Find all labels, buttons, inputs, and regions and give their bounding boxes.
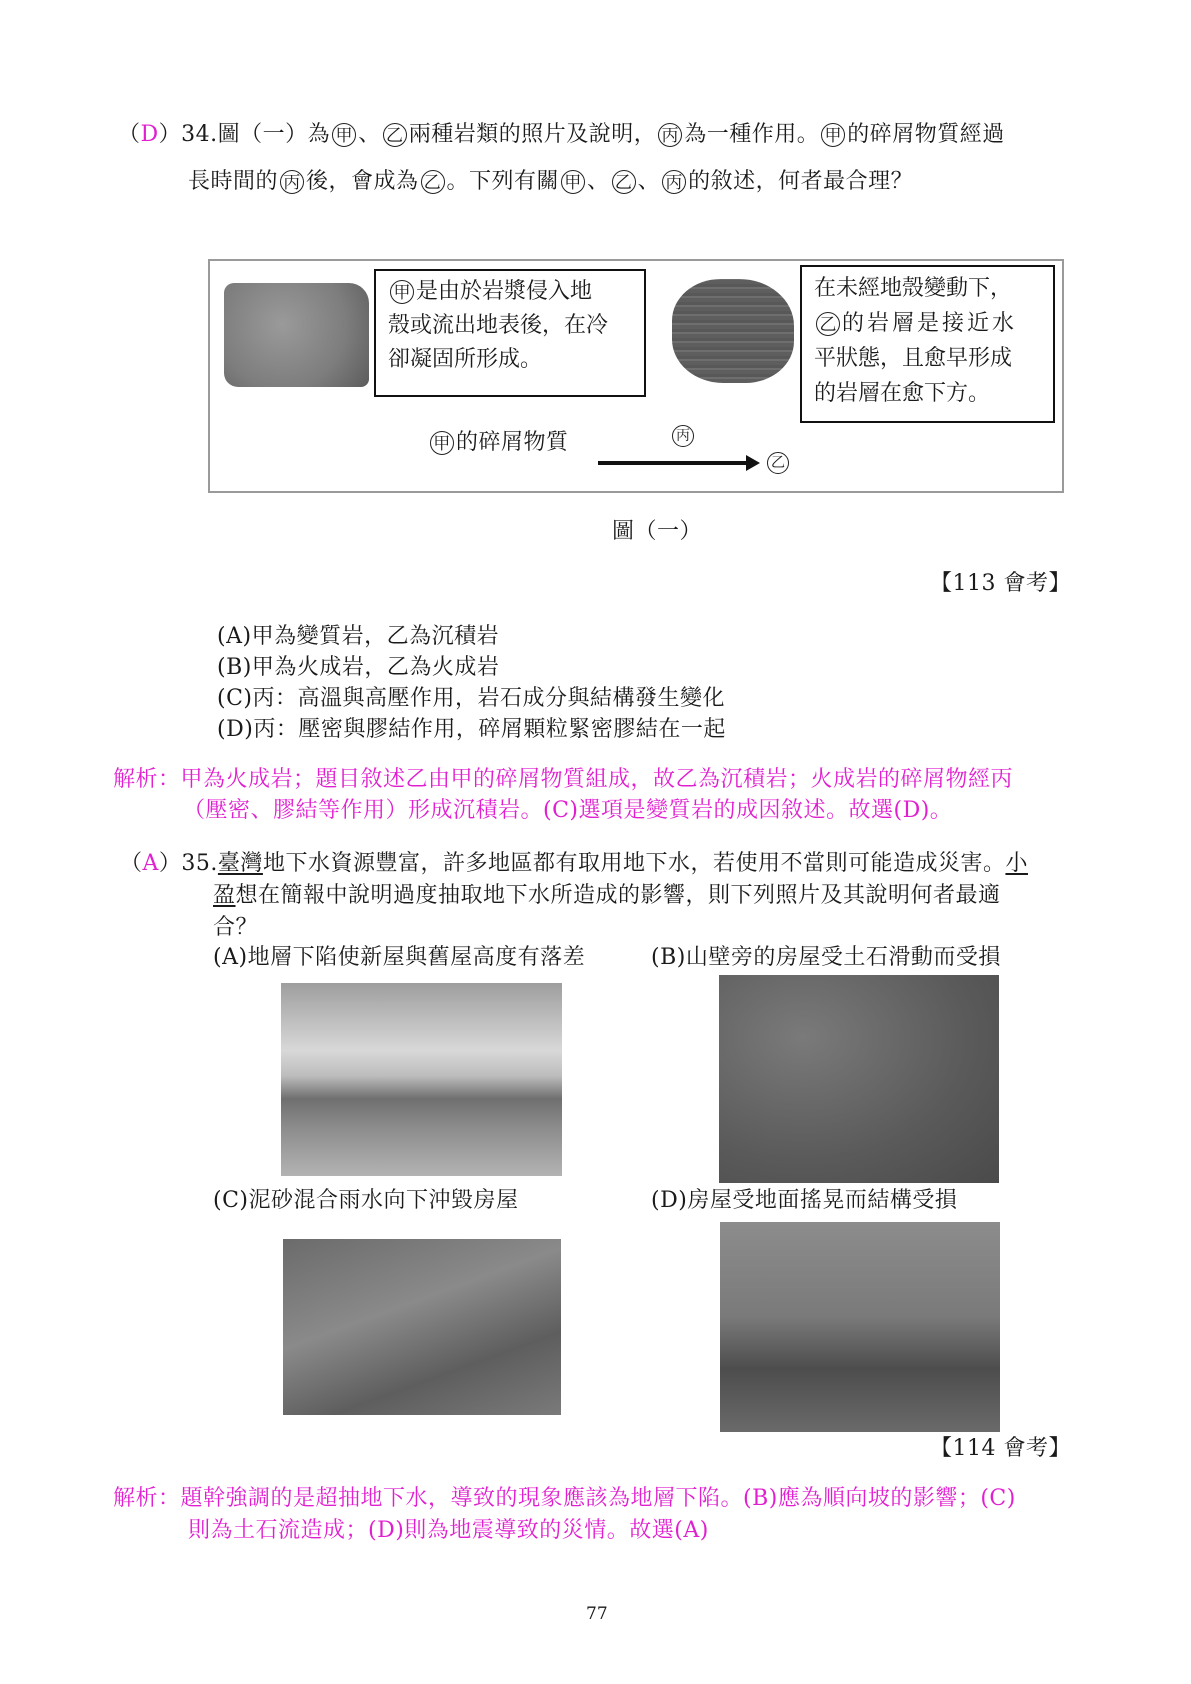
circled-bing-icon: 丙: [672, 425, 694, 447]
q35-option-d-label: (D)房屋受地面搖晃而結構受損: [651, 1188, 958, 1213]
q34-line2: 長時間的 丙 後，會成為 乙 。下列有關 甲 、 乙 、 丙 的敘述，何者最合理？: [188, 169, 914, 194]
q34-line1: （D）34.圖（一）為 甲 、 乙 兩種岩類的照片及說明， 丙 為一種作用。 甲 的碎屑物質經過: [118, 122, 1005, 147]
option-b: (B)甲為火成岩，乙為火成岩: [217, 655, 500, 680]
option-c: (C)丙：高溫與高壓作用，岩石成分與結構發生變化: [217, 686, 726, 711]
photo-subsidence-houses: [281, 983, 562, 1176]
q34-answer: D: [140, 122, 159, 147]
photo-debris-flow: [283, 1239, 561, 1415]
q35-number: 35.: [181, 851, 218, 876]
circled-yi-icon: 乙: [421, 170, 445, 194]
circled-bing-icon: 丙: [662, 170, 686, 194]
flow-source: 甲 的碎屑物質: [428, 429, 569, 457]
option-a: (A)甲為變質岩，乙為沉積岩: [217, 624, 500, 649]
q35-line3: 合？: [213, 915, 259, 940]
photo-earthquake-damage: [720, 1222, 1000, 1432]
figure-1: [208, 259, 1064, 493]
circled-jia-icon: 甲: [821, 123, 845, 147]
circled-yi-icon: 乙: [383, 123, 407, 147]
igneous-rock-description: 甲 是由於岩漿侵入地 殼或流出地表後，在冷 卻凝固所形成。: [374, 269, 646, 397]
q34-number: 34.: [181, 122, 218, 147]
q35-analysis-line1: 解析：題幹強調的是超抽地下水，導致的現象應該為地層下陷。(B)應為順向坡的影響；(C): [113, 1486, 1016, 1511]
q35-analysis-line2: 則為土石流造成；(D)則為地震導致的災情。故選(A): [188, 1518, 709, 1543]
q34-analysis-line2: （壓密、膠結等作用）形成沉積岩。(C)選項是變質岩的成因敘述。故選(D)。: [183, 798, 953, 823]
circled-bing-icon: 丙: [658, 123, 682, 147]
circled-yi-icon: 乙: [612, 170, 636, 194]
sedimentary-rock-description: 在未經地殼變動下， 乙 的岩層是接近水 平狀態，且愈早形成 的岩層在愈下方。: [800, 265, 1055, 423]
q35-answer: A: [142, 851, 159, 876]
sedimentary-rock-photo: [672, 279, 794, 383]
circled-jia-icon: 甲: [430, 431, 454, 455]
arrow-icon: [598, 461, 748, 465]
q35-line1: （A）35.臺灣地下水資源豐富，許多地區都有取用地下水，若使用不當則可能造成災害。小: [120, 851, 1028, 876]
circled-bing-icon: 丙: [280, 170, 304, 194]
q34-options: [217, 621, 726, 745]
q35-source: 【114 會考】: [930, 1436, 1071, 1461]
q35-option-c-label: (C)泥砂混合雨水向下沖毀房屋: [213, 1188, 519, 1213]
page-number: 77: [586, 1604, 608, 1624]
circled-jia-icon: 甲: [390, 280, 414, 304]
circled-yi-icon: 乙: [816, 312, 840, 336]
q35-line2: 盈想在簡報中說明過度抽取地下水所造成的影響，則下列照片及其說明何者最適: [213, 883, 1001, 908]
q34-analysis-line1: 解析：甲為火成岩；題目敘述乙由甲的碎屑物質組成，故乙為沉積岩；火成岩的碎屑物經丙: [113, 767, 1014, 792]
arrow-head-icon: [746, 455, 760, 471]
figure-caption: 圖（一）: [612, 519, 703, 544]
circled-jia-icon: 甲: [332, 123, 356, 147]
option-d: (D)丙：壓密與膠結作用，碎屑顆粒緊密膠結在一起: [217, 717, 726, 742]
q34-source: 【113 會考】: [930, 571, 1071, 596]
q35-option-b-label: (B)山壁旁的房屋受土石滑動而受損: [651, 945, 1001, 970]
circled-jia-icon: 甲: [561, 170, 585, 194]
photo-landslide-house: [719, 975, 999, 1183]
circled-yi-icon: 乙: [767, 452, 789, 474]
igneous-rock-photo: [224, 283, 369, 387]
q35-option-a-label: (A)地層下陷使新屋與舊屋高度有落差: [213, 945, 586, 970]
